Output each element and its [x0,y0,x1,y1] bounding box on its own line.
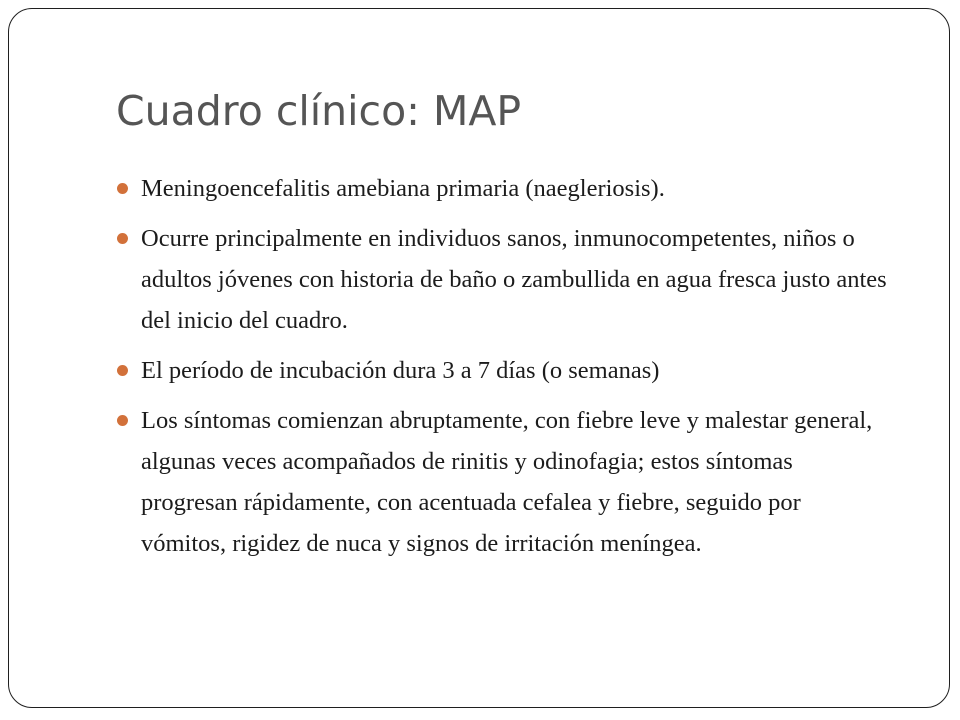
bullet-dot-icon [117,183,128,194]
bullet-text: Los síntomas comienzan abruptamente, con fiebre leve y malestar general, algunas veces acompañados de rinitis y odinofagia; estos síntomas progresan rápidamente, con acentuada cefalea y fiebre, seguido por vómitos, rigidez de nuca y signos de irritación meníngea. [141,407,873,557]
bullet-text: El período de incubación dura 3 a 7 días (o semanas) [141,357,660,384]
slide-frame [8,8,950,708]
bullet-dot-icon [117,233,128,244]
bullet-dot-icon [117,365,128,376]
bullet-item [117,350,887,391]
bullet-list [117,168,887,573]
bullet-item [117,168,887,209]
bullet-dot-icon [117,415,128,426]
bullet-text: Ocurre principalmente en individuos sanos, inmunocompetentes, niños o adultos jóvenes con historia de baño o zambullida en agua fresca justo antes del inicio del cuadro. [141,225,887,334]
bullet-text: Meningoencefalitis amebiana primaria (naegleriosis). [141,175,665,202]
bullet-item [117,400,887,564]
slide-title: Cuadro clínico: MAP [116,87,522,135]
bullet-item [117,218,887,341]
